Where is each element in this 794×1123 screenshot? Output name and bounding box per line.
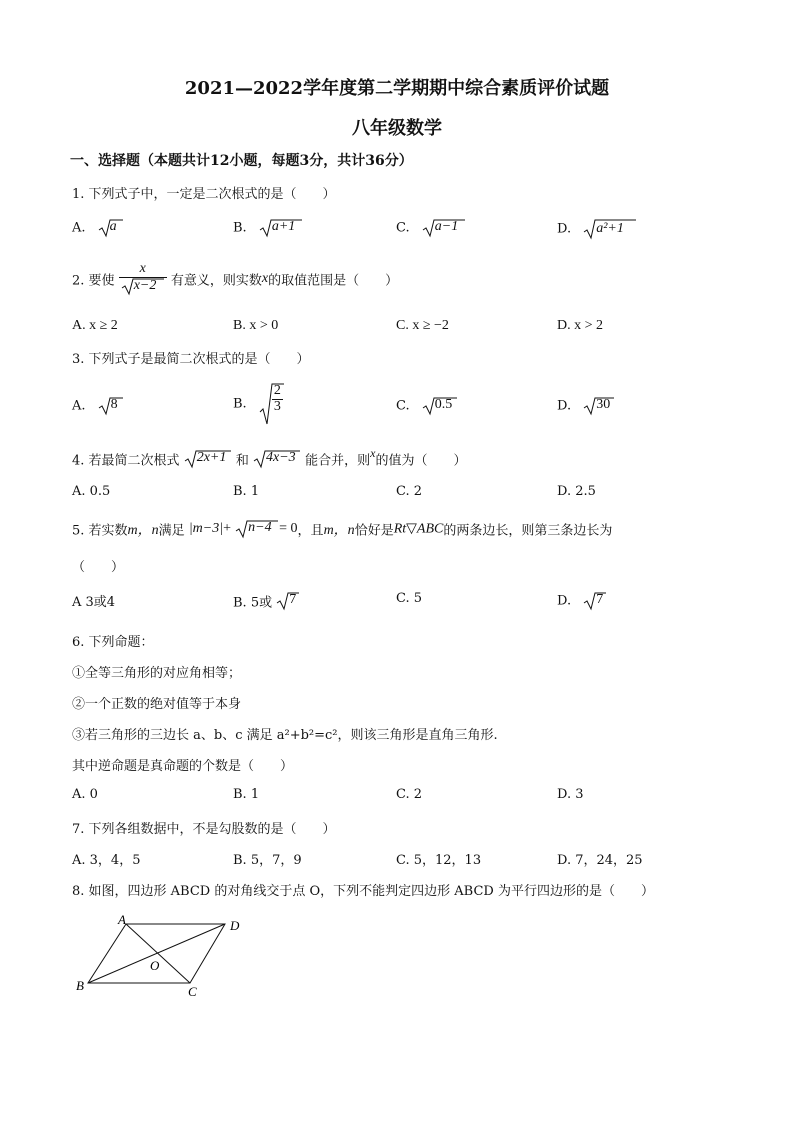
q7-stem: 7. 下列各组数据中，不是勾股数的是（ ）	[72, 822, 336, 837]
point-label-b: B	[76, 978, 84, 993]
q1-option-a-label: A.	[72, 220, 86, 236]
q5-option-b	[233, 591, 300, 611]
point-label-c: C	[188, 984, 197, 999]
q5-plus: +	[223, 521, 231, 536]
sqrt-symbol	[583, 218, 637, 240]
q1-b-radicand: a+1	[271, 219, 296, 234]
q2-option-c: C. x ≥ −2	[396, 318, 449, 333]
q5-mid: 满足	[158, 523, 185, 539]
q5-abs: |m−3|	[188, 521, 224, 536]
point-label-a: A	[118, 912, 126, 927]
q2-option-d: D. x > 2	[557, 318, 604, 333]
q4-option-b: B. 1	[233, 484, 260, 499]
q5-mid3: 恰好是	[354, 523, 394, 539]
q2-option-b: B. x > 0	[233, 318, 279, 333]
q4-radicand-2: 4x−3	[265, 449, 296, 465]
q7-option-d: D. 7，24，25	[557, 853, 643, 868]
q4-option-a: A. 0.5	[72, 484, 111, 499]
q6-option-b: B. 1	[233, 787, 260, 802]
q3-d-radicand: 30	[596, 397, 611, 412]
q5-stem	[72, 519, 612, 539]
q2-pre: 2. 要使	[72, 273, 115, 289]
q5-vars2: m，n	[323, 523, 355, 538]
q4-post: 能合并，则	[305, 453, 371, 469]
sqrt-symbol	[259, 218, 303, 238]
diagonal-bd	[88, 924, 225, 983]
q2-var: x	[261, 270, 269, 286]
q6-question: 其中逆命题是真命题的个数是（ ）	[72, 759, 294, 774]
q6-item-3: ③若三角形的三边长 a、b、c 满足 a²+b²=c²，则该三角形是直角三角形.	[72, 728, 498, 743]
q6-option-d: D. 3	[557, 787, 584, 802]
q3-option-d	[557, 396, 615, 416]
parallelogram-figure	[70, 910, 270, 1000]
q3-option-b-label: B.	[233, 396, 247, 412]
q4-post2: 的值为（ ）	[375, 453, 467, 469]
q1-option-a	[72, 218, 124, 238]
q1-option-b-label: B.	[233, 220, 247, 236]
q6-item-2: ②一个正数的绝对值等于本身	[72, 697, 242, 712]
q2-stem	[72, 262, 398, 296]
q5-radicand: n−4	[248, 520, 272, 535]
q3-option-a-label: A.	[72, 398, 86, 414]
q4-var: x	[370, 446, 376, 460]
q5-paren: （ ）	[72, 560, 125, 575]
section-heading: 一、选择题（本题共计12小题，每题3分，共计36分）	[70, 153, 413, 169]
sqrt-symbol	[253, 449, 301, 469]
sqrt-symbol	[422, 396, 458, 416]
sqrt-symbol	[184, 449, 232, 469]
q4-option-c: C. 2	[396, 484, 423, 499]
q8-stem: 8. 如图，四边形 ABCD 的对角线交于点 O，下列不能判定四边形 ABCD 为平行四边形的是（ ）	[72, 884, 654, 899]
q5-option-d	[557, 591, 607, 611]
sqrt-symbol	[276, 591, 300, 611]
q1-option-c-label: C.	[396, 220, 410, 236]
q5-pre: 5. 若实数	[72, 523, 128, 539]
q7-option-c: C. 5，12，13	[396, 853, 482, 868]
q3-b-denominator: 3	[273, 398, 281, 414]
sqrt-symbol	[98, 396, 124, 416]
q2-fraction-denominator	[119, 278, 167, 296]
q1-option-c	[396, 218, 466, 238]
q5-option-b-label: B. 5或	[233, 595, 273, 611]
q6-option-c: C. 2	[396, 787, 423, 802]
q7-option-b: B. 5，7，9	[233, 853, 302, 868]
q2-option-a: A. x ≥ 2	[72, 318, 118, 333]
q4-option-d: D. 2.5	[557, 484, 596, 499]
q5-triangle: Rt▽ABC	[393, 521, 444, 537]
q2-fraction	[119, 262, 167, 296]
q6-item-1: ①全等三角形的对应角相等；	[72, 666, 242, 681]
q4-radicand-1: 2x+1	[196, 449, 227, 465]
point-label-d: D	[230, 918, 240, 933]
q5-option-a: A 3或4	[72, 595, 116, 610]
page-title: 2021—2022学年度第二学期期中综合素质评价试题	[184, 78, 610, 99]
q1-d-radicand: a²+1	[596, 221, 624, 236]
q5-b-radicand: 7	[289, 592, 297, 607]
q3-option-c	[396, 396, 458, 416]
q5-mid2: ，且	[297, 523, 324, 539]
page-subtitle: 八年级数学	[352, 118, 442, 139]
q1-option-d	[557, 218, 637, 240]
q1-option-d-label: D.	[557, 221, 572, 237]
q2-post: 有意义，则实数	[170, 273, 262, 289]
diagonal-ac	[126, 924, 190, 983]
q3-c-radicand: 0.5	[434, 397, 453, 412]
sqrt-symbol	[422, 218, 466, 238]
q3-stem: 3. 下列式子是最简二次根式的是（ ）	[72, 352, 310, 367]
q5-post: 的两条边长，则第三条边长为	[443, 523, 613, 539]
sqrt-symbol	[121, 278, 165, 296]
q5-option-d-label: D.	[557, 593, 572, 609]
sqrt-symbol	[583, 591, 607, 611]
q5-vars: m，n	[127, 523, 159, 538]
q1-stem: 1. 下列式子中，一定是二次根式的是（ ）	[72, 187, 336, 202]
q6-stem: 6. 下列命题：	[72, 635, 154, 650]
q2-post2: 的取值范围是（ ）	[268, 273, 399, 289]
q4-pre: 4. 若最简二次根式	[72, 453, 180, 469]
q3-b-numerator: 2	[273, 383, 281, 398]
q1-c-radicand: a−1	[434, 219, 459, 234]
q3-option-c-label: C.	[396, 398, 410, 414]
q3-option-b	[233, 382, 285, 426]
q3-b-fraction	[272, 384, 283, 414]
q6-option-a: A. 0	[72, 787, 98, 802]
q5-option-c: C. 5	[396, 591, 423, 606]
q5-eq: = 0	[279, 521, 298, 536]
q1-a-radicand: a	[109, 219, 117, 234]
q3-a-radicand: 8	[110, 397, 118, 412]
q3-option-a	[72, 396, 124, 416]
q5-d-radicand: 7	[596, 592, 604, 607]
q2-fraction-numerator: x	[119, 262, 167, 278]
q3-option-d-label: D.	[557, 398, 572, 414]
sqrt-symbol	[98, 218, 124, 238]
q7-option-a: A. 3，4，5	[72, 853, 141, 868]
q4-stem	[72, 446, 466, 469]
q4-mid: 和	[235, 453, 249, 469]
q2-radicand: x−2	[133, 277, 157, 293]
q1-option-b	[233, 218, 303, 238]
sqrt-symbol	[259, 382, 285, 426]
sqrt-symbol	[583, 396, 615, 416]
sqrt-symbol	[235, 519, 279, 539]
point-label-o: O	[150, 958, 160, 973]
